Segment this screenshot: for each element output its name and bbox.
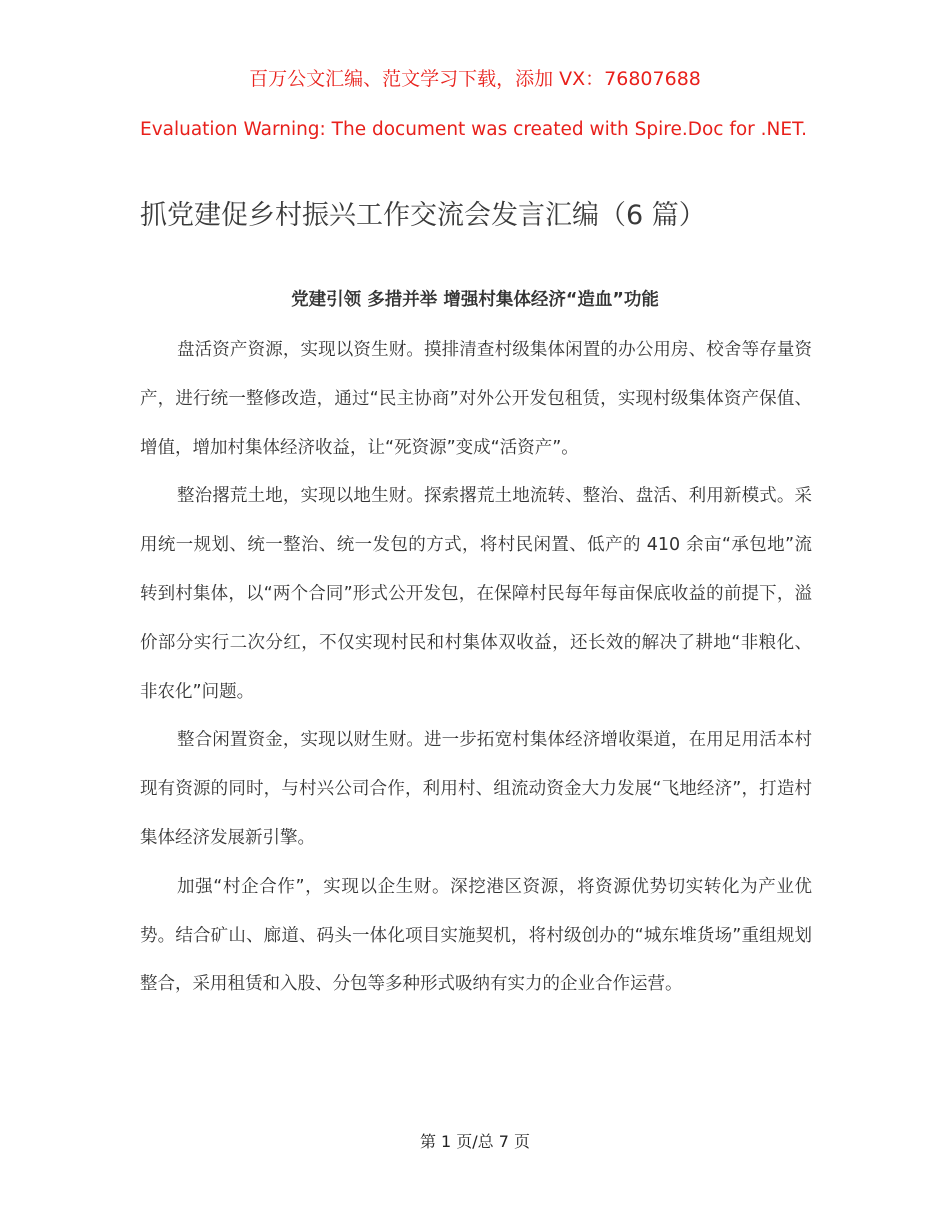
page-indicator: 第 1 页/总 7 页 — [419, 1132, 531, 1151]
paragraph-1: 盘活资产资源，实现以资生财。摸排清查村级集体闲置的办公用房、校舍等存量资产，进行统一整修改造，通过“民主协商”对外公开发包租赁，实现村级集体资产保值、增值，增加村集体经济收益，让“死资源”变成“活资产”。 — [140, 340, 812, 458]
header-ad-text: 百万公文汇编、范文学习下载，添加 VX：76807688 — [249, 68, 701, 90]
article-heading: 党建引领 多措并举 增强村集体经济“造血”功能 — [291, 290, 659, 310]
paragraph-3: 整合闲置资金，实现以财生财。进一步拓宽村集体经济增收渠道，在用足用活本村现有资源的同时，与村兴公司合作，利用村、组流动资金大力发展“飞地经济”，打造村集体经济发展新引擎。 — [140, 730, 812, 848]
evaluation-warning: Evaluation Warning: The document was created with Spire.Doc for .NET. — [140, 119, 808, 140]
document-title: 抓党建促乡村振兴工作交流会发言汇编（6 篇） — [140, 200, 706, 231]
article-body — [140, 326, 812, 1009]
paragraph-4: 加强“村企合作”，实现以企生财。深挖港区资源，将资源优势切实转化为产业优势。结合矿山、廊道、码头一体化项目实施契机，将村级创办的“城东堆货场”重组规划整合，采用租赁和入股、分包等多种形式吸纳有实力的企业合作运营。 — [140, 876, 812, 995]
paragraph-2: 整治撂荒土地，实现以地生财。探索撂荒土地流转、整治、盘活、利用新模式。采用统一规划、统一整治、统一发包的方式，将村民闲置、低产的 410 余亩“承包地”流转到村集体，以“两个合同”形式公开发包，在保障村民每年每亩保底收益的前提下，溢价部分实行二次分红，不仅实现村民和村集体双收益，还长效的解决了耕地“非粮化、非农化”问题。 — [140, 486, 812, 702]
